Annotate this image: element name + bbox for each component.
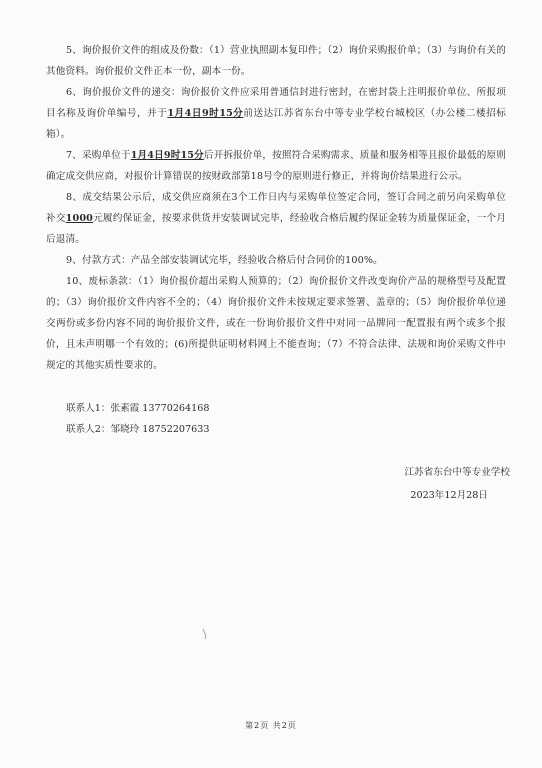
item-8-text-a: 8、成交结果公示后，成交供应商须在3个工作日内与采购单位签定合同，签订合同之前另向采购单位补交	[46, 192, 506, 224]
document-body	[46, 40, 506, 376]
item-8-text-b: 元履约保证金，按要求供货并安装调试完毕，经验收合格后履约保证金转为质量保证金，一个月后退清。	[46, 213, 506, 245]
contact-person-1: 联系人1：张素霞 13770264168	[66, 403, 210, 414]
item-7-text-a: 7、采购单位于	[66, 150, 131, 161]
contacts-block	[66, 398, 209, 440]
item-6-bid-submission	[46, 82, 506, 145]
item-5-bid-documents-composition: 5、询价报价文件的组成及份数：（1）营业执照副本复印件；（2）询价采购报价单；（3）与询价有关的其他资料。询价报价文件正本一份，副本一份。	[46, 45, 506, 77]
item-6-text-b: 前送达江苏省东台中等专业学校台城校区（办公楼二楼招标箱）。	[46, 108, 506, 140]
item-10-rejection-clauses: 10、废标条款：（1）询价报价超出采购人预算的；（2）询价报价文件改变询价产品的规格型号及配置的；（3）询价报价文件内容不全的；（4）询价报价文件未按规定要求签署、盖章的；（5）询价报价单位递交两份或多份内容不同的询价报价文件，或在一份询价报价文件中对同一品牌同一配置报有两个或多个报价，且未声明哪一个有效的；(6)所提供证明材料网上不能查询；（7）不符合法律、法规和询价采购文件中规定的其他实质性要求的。	[46, 276, 506, 371]
issuing-organization: 江苏省东台中等专业学校	[404, 467, 510, 478]
issue-date: 2023年12月28日	[410, 490, 488, 501]
stray-ink-mark	[202, 628, 208, 640]
signature-block	[360, 461, 510, 507]
submission-deadline: 1月4日9时15分	[167, 108, 244, 119]
item-7-bid-opening	[46, 145, 506, 187]
performance-bond-amount: 1000	[65, 213, 93, 224]
item-7-text-b: 后开拆报价单，按照符合采购需求、质量和服务相等且报价最低的原则确定成交供应商，对报价计算错误的按财政部第18号令的原则进行修正，并将询价结果进行公示。	[46, 150, 506, 182]
contact-person-2: 联系人2：邹晓玲 18752207633	[66, 424, 210, 435]
page-number-footer: 第2页 共2页	[245, 721, 297, 730]
opening-time: 1月4日9时15分	[130, 150, 204, 161]
item-8-contract-signing	[46, 187, 506, 250]
item-9-payment-terms: 9、付款方式：产品全部安装调试完毕，经验收合格后付合同价的100%。	[66, 255, 383, 266]
item-6-text-a: 6、询价报价文件的递交：询价报价文件应采用普通信封进行密封，在密封袋上注明报价单位、所报项目名称及询价单编号，并于	[46, 87, 506, 119]
